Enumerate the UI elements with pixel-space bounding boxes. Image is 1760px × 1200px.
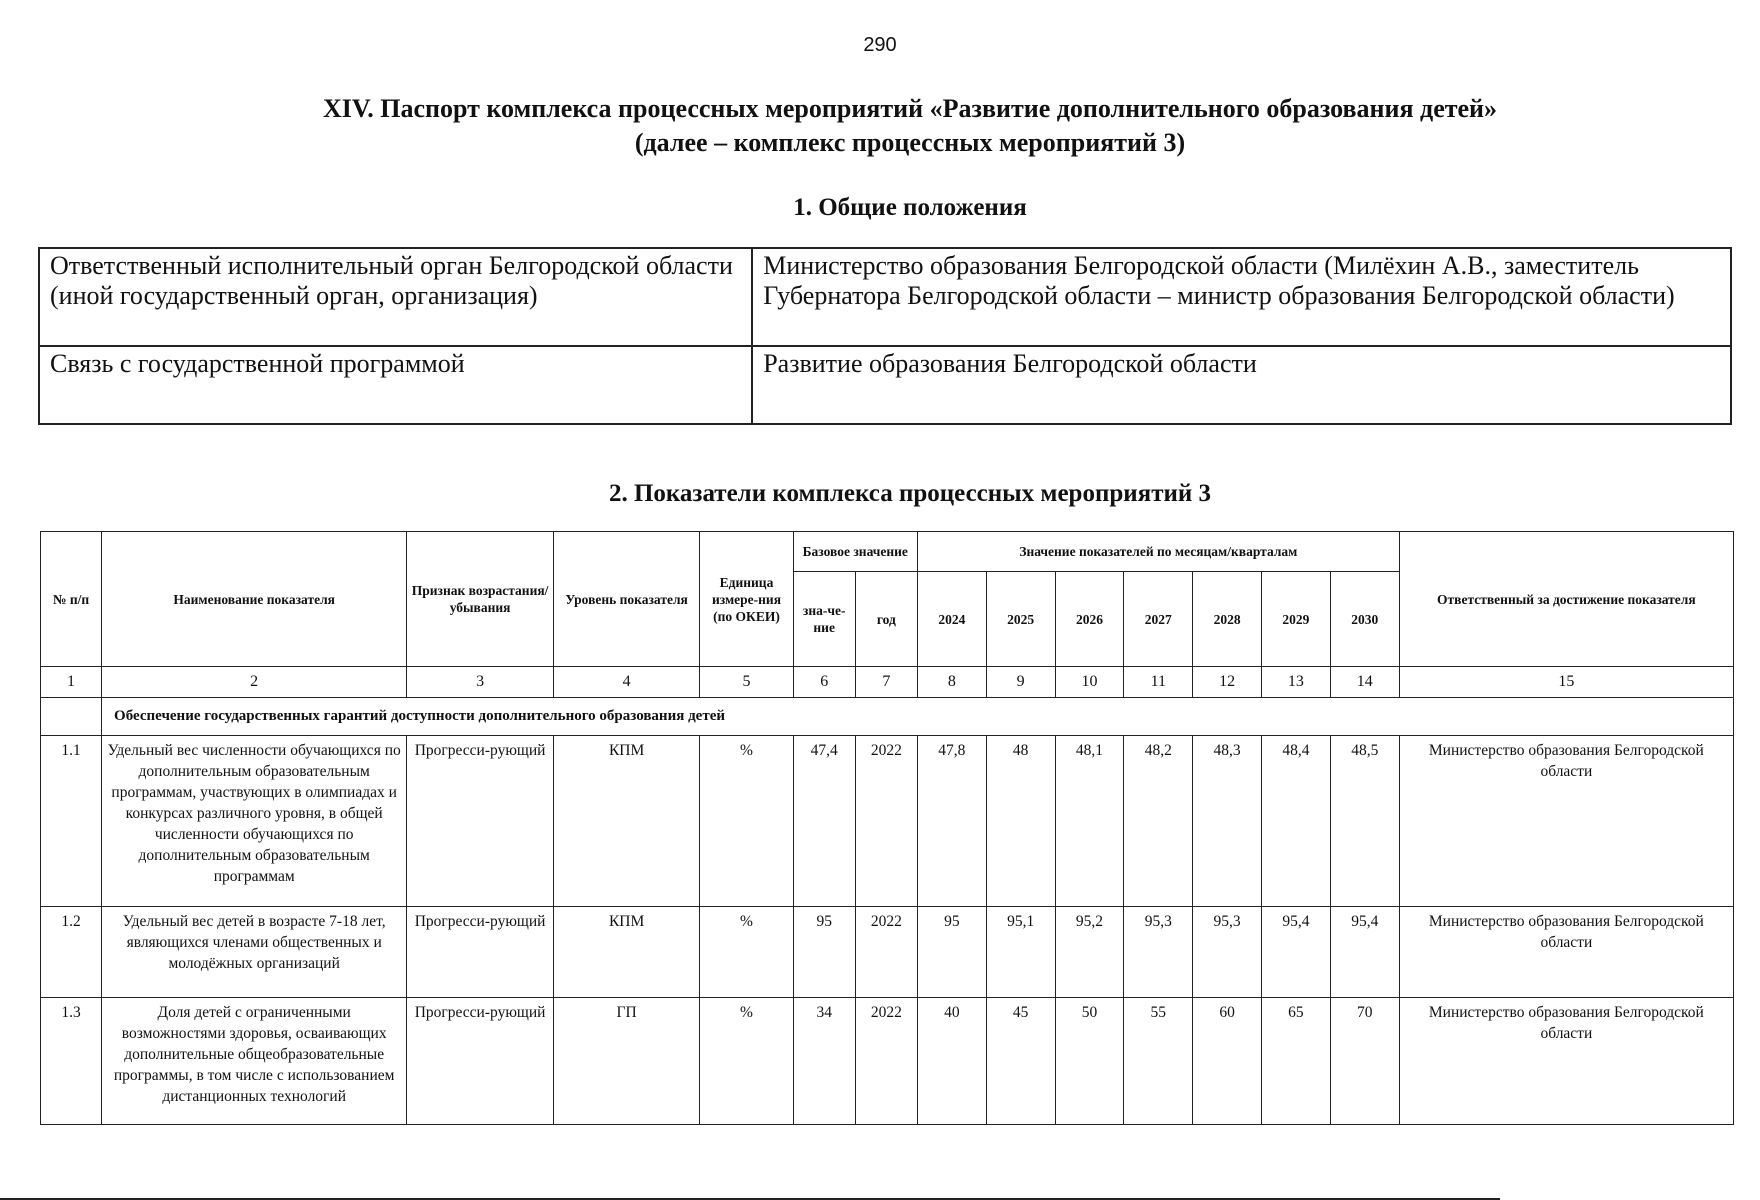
row-name: Удельный вес детей в возрасте 7-18 лет, являющихся членами общественных и молодёжных организаций [102,907,407,998]
row-value-2029: 65 [1262,998,1331,1125]
row-value-2027: 95,3 [1124,907,1193,998]
general-row-responsible [39,248,1731,346]
column-number: 1 [41,667,102,698]
header-base-year: год [855,572,917,667]
general-provisions-table [38,247,1732,425]
row-level: КПМ [553,907,700,998]
document-title [0,92,1760,160]
column-number: 14 [1330,667,1399,698]
header-values-by-period: Значение показателей по месяцам/кварталам [917,532,1399,572]
group-num-cell [41,698,102,736]
column-number: 6 [793,667,855,698]
row-value-2024: 95 [917,907,986,998]
header-unit: Единица измере-ния (по ОКЕИ) [700,532,793,667]
row-base-year: 2022 [855,998,917,1125]
header-responsible: Ответственный за достижение показателя [1399,532,1733,667]
column-number: 2 [102,667,407,698]
general-row-program-link [39,346,1731,424]
page-number: 290 [863,34,897,56]
row-responsible: Министерство образования Белгородской области [1399,736,1733,907]
row-num: 1.2 [41,907,102,998]
row-base-year: 2022 [855,907,917,998]
row-responsible: Министерство образования Белгородской области [1399,907,1733,998]
row-unit: % [700,998,793,1125]
header-year: 2030 [1330,572,1399,667]
general-label-responsible: Ответственный исполнительный орган Белгородской области (иной государственный орган, организация) [39,248,752,346]
row-unit: % [700,907,793,998]
column-number: 7 [855,667,917,698]
general-value-program-link: Развитие образования Белгородской области [752,346,1731,424]
header-year: 2028 [1193,572,1262,667]
row-value-2024: 40 [917,998,986,1125]
section-2-heading: 2. Показатели комплекса процессных мероприятий 3 [608,480,1212,507]
row-name: Доля детей с ограниченными возможностями здоровья, осваивающих дополнительные общеобразовательные программы, в том числе с использованием дистанционных технологий [102,998,407,1125]
indicator-row-1-1 [41,736,1734,907]
column-number: 4 [553,667,700,698]
row-value-2026: 48,1 [1055,736,1124,907]
header-year: 2024 [917,572,986,667]
row-base-value: 47,4 [793,736,855,907]
row-value-2028: 48,3 [1193,736,1262,907]
column-number: 5 [700,667,793,698]
row-value-2026: 95,2 [1055,907,1124,998]
header-sign: Признак возрастания/ убывания [407,532,554,667]
header-base: Базовое значение [793,532,917,572]
column-number: 15 [1399,667,1733,698]
indicator-row-1-3 [41,998,1734,1125]
row-name: Удельный вес численности обучающихся по дополнительным образовательным программам, участвующих в олимпиадах и конкурсах различного уровня, в общей численности обучающихся по дополнительным образовательным программам [102,736,407,907]
row-num: 1.3 [41,998,102,1125]
row-base-year: 2022 [855,736,917,907]
header-row-1 [41,532,1734,572]
row-sign: Прогресси-рующий [407,736,554,907]
title-line-2: (далее – комплекс процессных мероприятий 3) [634,128,1186,157]
group-title: Обеспечение государственных гарантий доступности дополнительного образования детей [102,698,1734,736]
row-value-2030: 95,4 [1330,907,1399,998]
section-1-heading: 1. Общие положения [793,194,1027,221]
row-value-2025: 45 [986,998,1055,1125]
column-number: 9 [986,667,1055,698]
row-sign: Прогресси-рующий [407,907,554,998]
row-value-2027: 48,2 [1124,736,1193,907]
column-number: 3 [407,667,554,698]
header-year: 2025 [986,572,1055,667]
column-number: 11 [1124,667,1193,698]
column-number: 13 [1262,667,1331,698]
row-num: 1.1 [41,736,102,907]
row-value-2026: 50 [1055,998,1124,1125]
row-level: КПМ [553,736,700,907]
row-value-2024: 47,8 [917,736,986,907]
indicator-row-1-2 [41,907,1734,998]
group-row [41,698,1734,736]
header-num: № п/п [41,532,102,667]
row-unit: % [700,736,793,907]
header-year: 2029 [1262,572,1331,667]
row-sign: Прогресси-рующий [407,998,554,1125]
row-base-value: 34 [793,998,855,1125]
header-level: Уровень показателя [553,532,700,667]
column-number: 12 [1193,667,1262,698]
row-value-2030: 48,5 [1330,736,1399,907]
general-label-program-link: Связь с государственной программой [39,346,752,424]
row-responsible: Министерство образования Белгородской области [1399,998,1733,1125]
row-value-2029: 95,4 [1262,907,1331,998]
title-line-1: XIV. Паспорт комплекса процессных мероприятий «Развитие дополнительного образования детей» [322,94,1498,123]
row-base-value: 95 [793,907,855,998]
row-value-2025: 48 [986,736,1055,907]
general-value-responsible: Министерство образования Белгородской области (Милёхин А.В., заместитель Губернатора Белгородской области – министр образования Белгородской области) [752,248,1731,346]
header-base-value: зна-че-ние [793,572,855,667]
row-value-2027: 55 [1124,998,1193,1125]
row-value-2028: 60 [1193,998,1262,1125]
header-year: 2027 [1124,572,1193,667]
row-level: ГП [553,998,700,1125]
column-number: 8 [917,667,986,698]
row-value-2028: 95,3 [1193,907,1262,998]
header-name: Наименование показателя [102,532,407,667]
column-number-row [41,667,1734,698]
row-value-2029: 48,4 [1262,736,1331,907]
column-number: 10 [1055,667,1124,698]
header-year: 2026 [1055,572,1124,667]
row-value-2025: 95,1 [986,907,1055,998]
row-value-2030: 70 [1330,998,1399,1125]
indicators-table [40,531,1734,1125]
